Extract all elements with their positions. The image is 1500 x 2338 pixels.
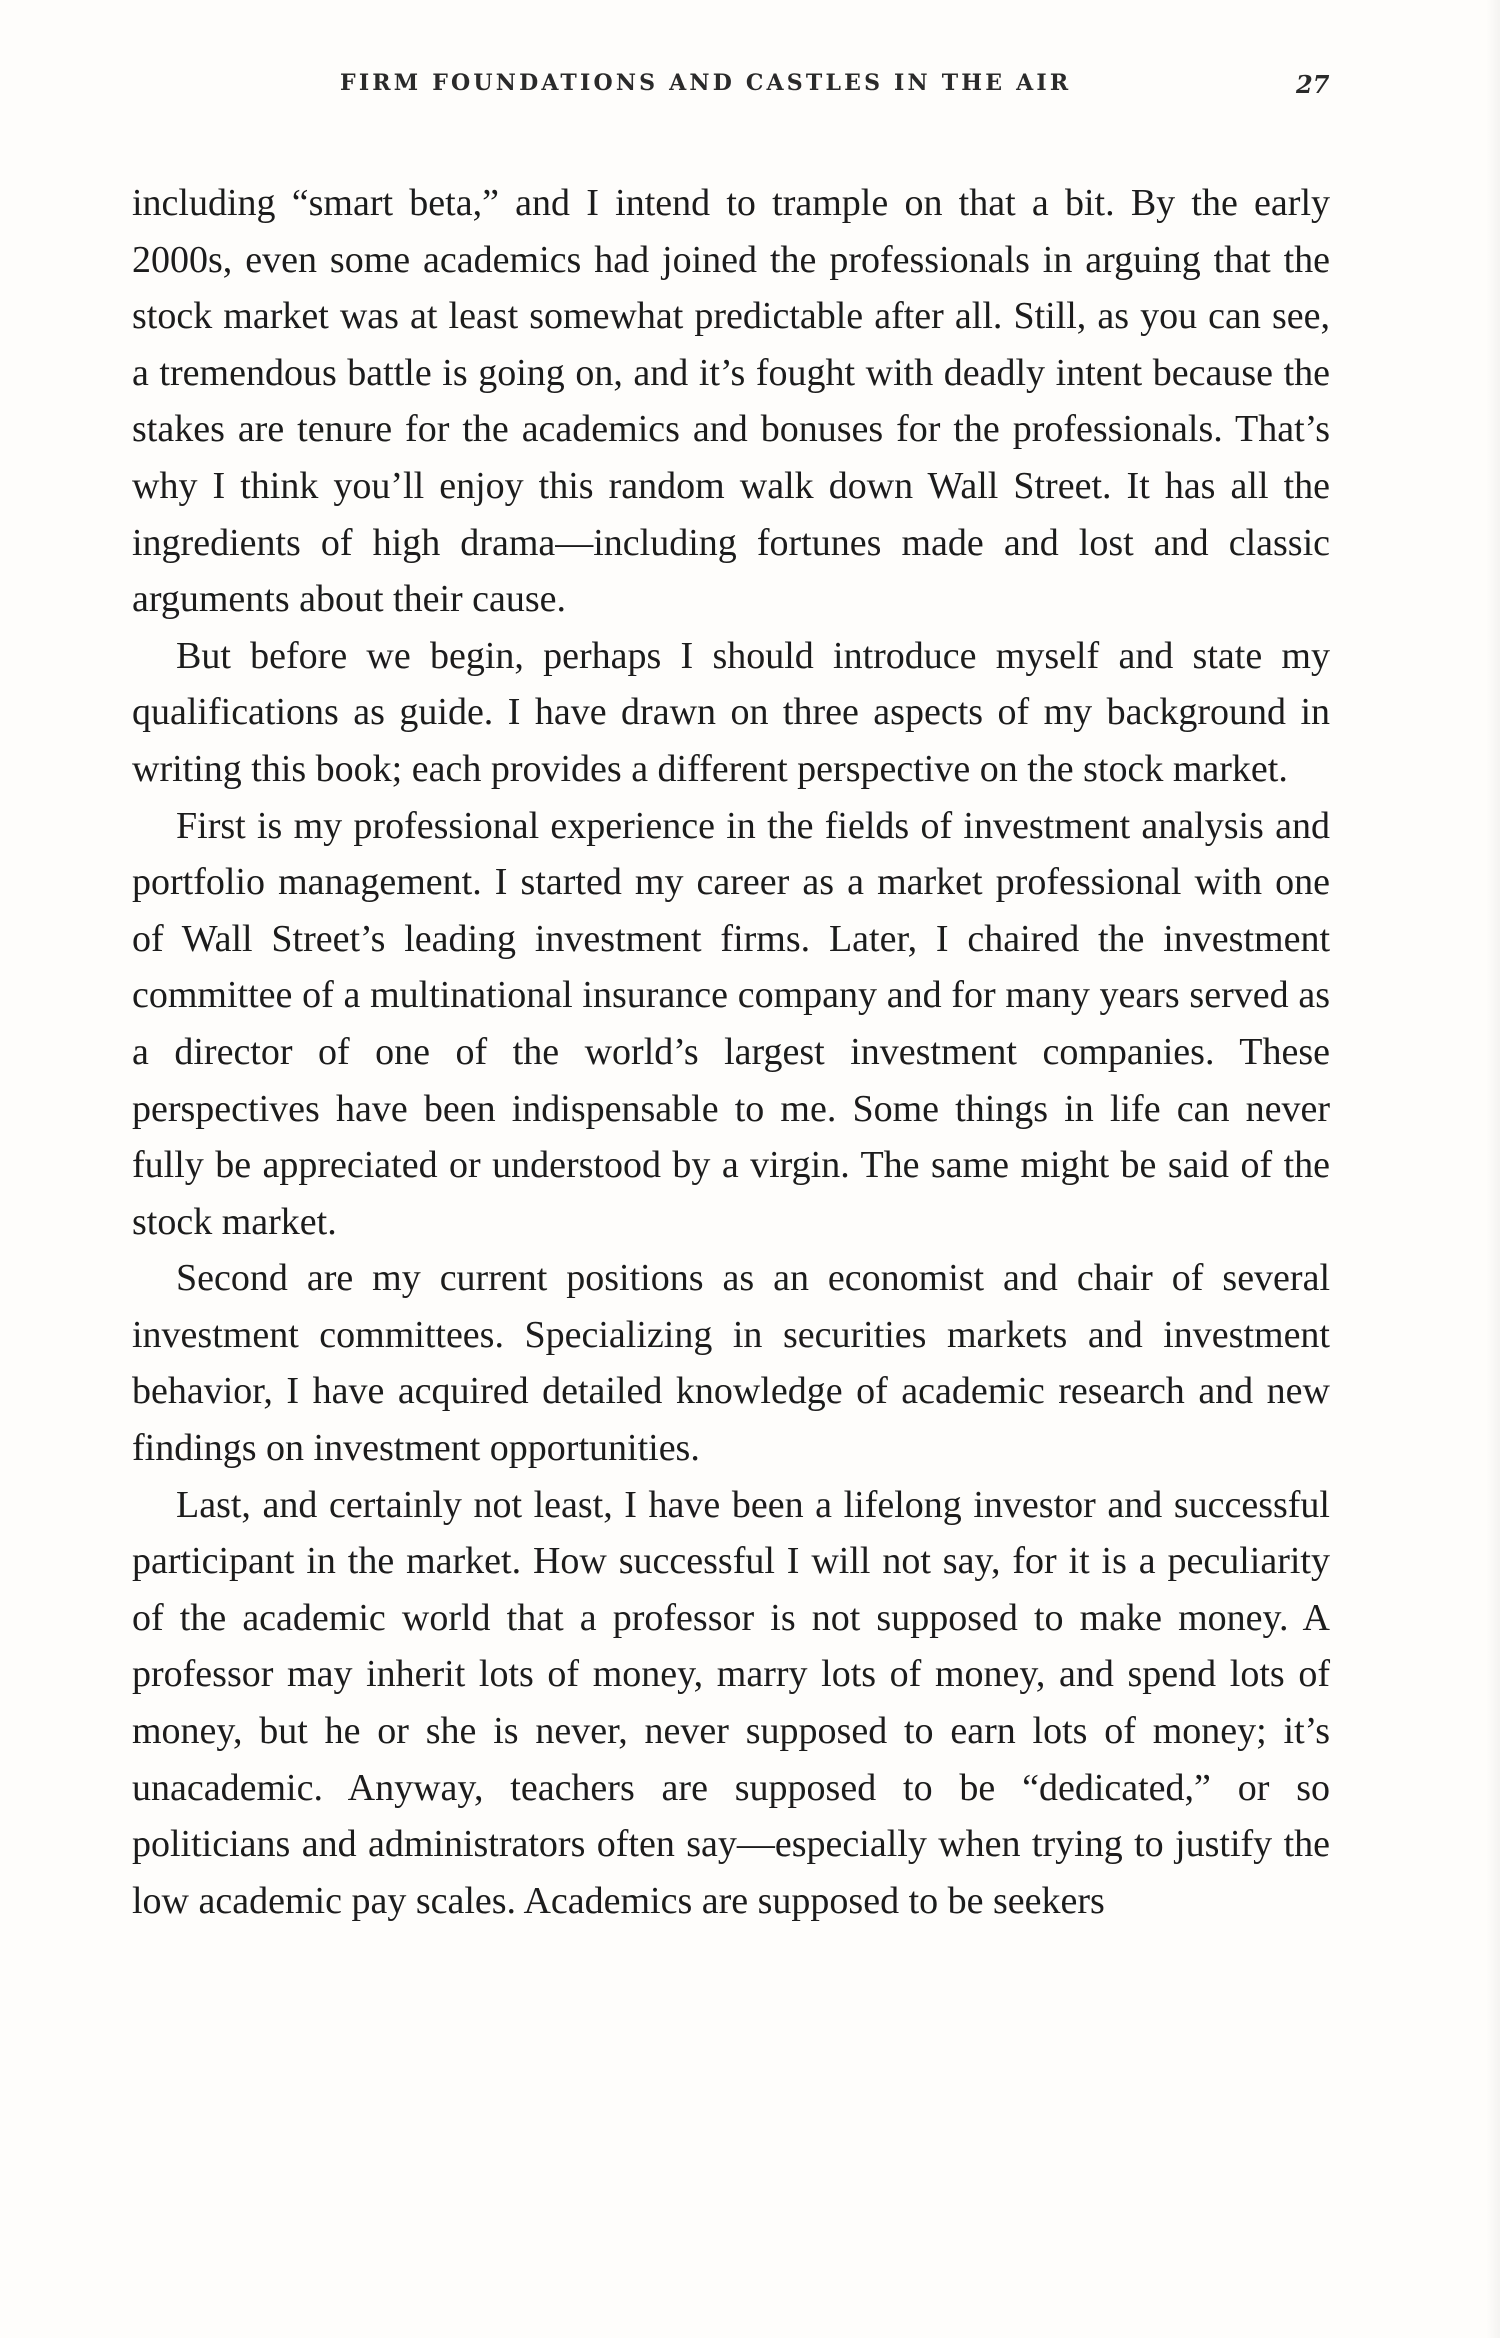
- page-number: 27: [1296, 70, 1330, 99]
- body-text: [132, 175, 1330, 1929]
- running-head: [0, 70, 1500, 110]
- paragraph-continued: including “smart beta,” and I intend to trample on that a bit. By the early 2000s, even some academics had joined the professionals in arguing that the stock market was at least somewhat predictable after all. Still, as you can see, a tremendous battle is going on, and it’s fought with deadly intent because the stakes are tenure for the academics and bonuses for the professionals. That’s why I think you’ll enjoy this random walk down Wall Street. It has all the ingredients of high drama—including fortunes made and lost and classic arguments about their cause.: [132, 182, 1330, 621]
- paragraph-current-positions: Second are my current positions as an economist and chair of several investment committees. Specializing in securities markets and investment behavior, I have acquired detailed knowledge of academic research and new findings on investment opportunities.: [132, 1257, 1330, 1470]
- paragraph-introduction: But before we begin, perhaps I should introduce myself and state my qualifications as guide. I have drawn on three aspects of my background in writing this book; each provides a different perspective on the stock market.: [132, 634, 1330, 790]
- running-title: FIRM FOUNDATIONS AND CASTLES IN THE AIR: [340, 70, 1072, 96]
- paragraph-lifelong-investor: Last, and certainly not least, I have been a lifelong investor and successful participant in the market. How successful I will not say, for it is a peculiarity of the academic world that a professor is not supposed to make money. A professor may inherit lots of money, marry lots of money, and spend lots of money, but he or she is never, never supposed to earn lots of money; it’s unacademic. Anyway, teachers are supposed to be “dedicated,” or so politicians and administrators often say—especially when trying to justify the low academic pay scales. Academics are supposed to be seekers: [132, 1483, 1330, 1922]
- page-edge-shadow: [1486, 0, 1500, 2338]
- paragraph-professional-experience: First is my professional experience in the fields of investment analysis and portfolio management. I started my career as a market professional with one of Wall Street’s leading investment firms. Later, I chaired the investment committee of a multinational insurance company and for many years served as a director of one of the world’s largest investment companies. These perspectives have been indispensable to me. Some things in life can never fully be appreciated or understood by a virgin. The same might be said of the stock market.: [132, 804, 1330, 1243]
